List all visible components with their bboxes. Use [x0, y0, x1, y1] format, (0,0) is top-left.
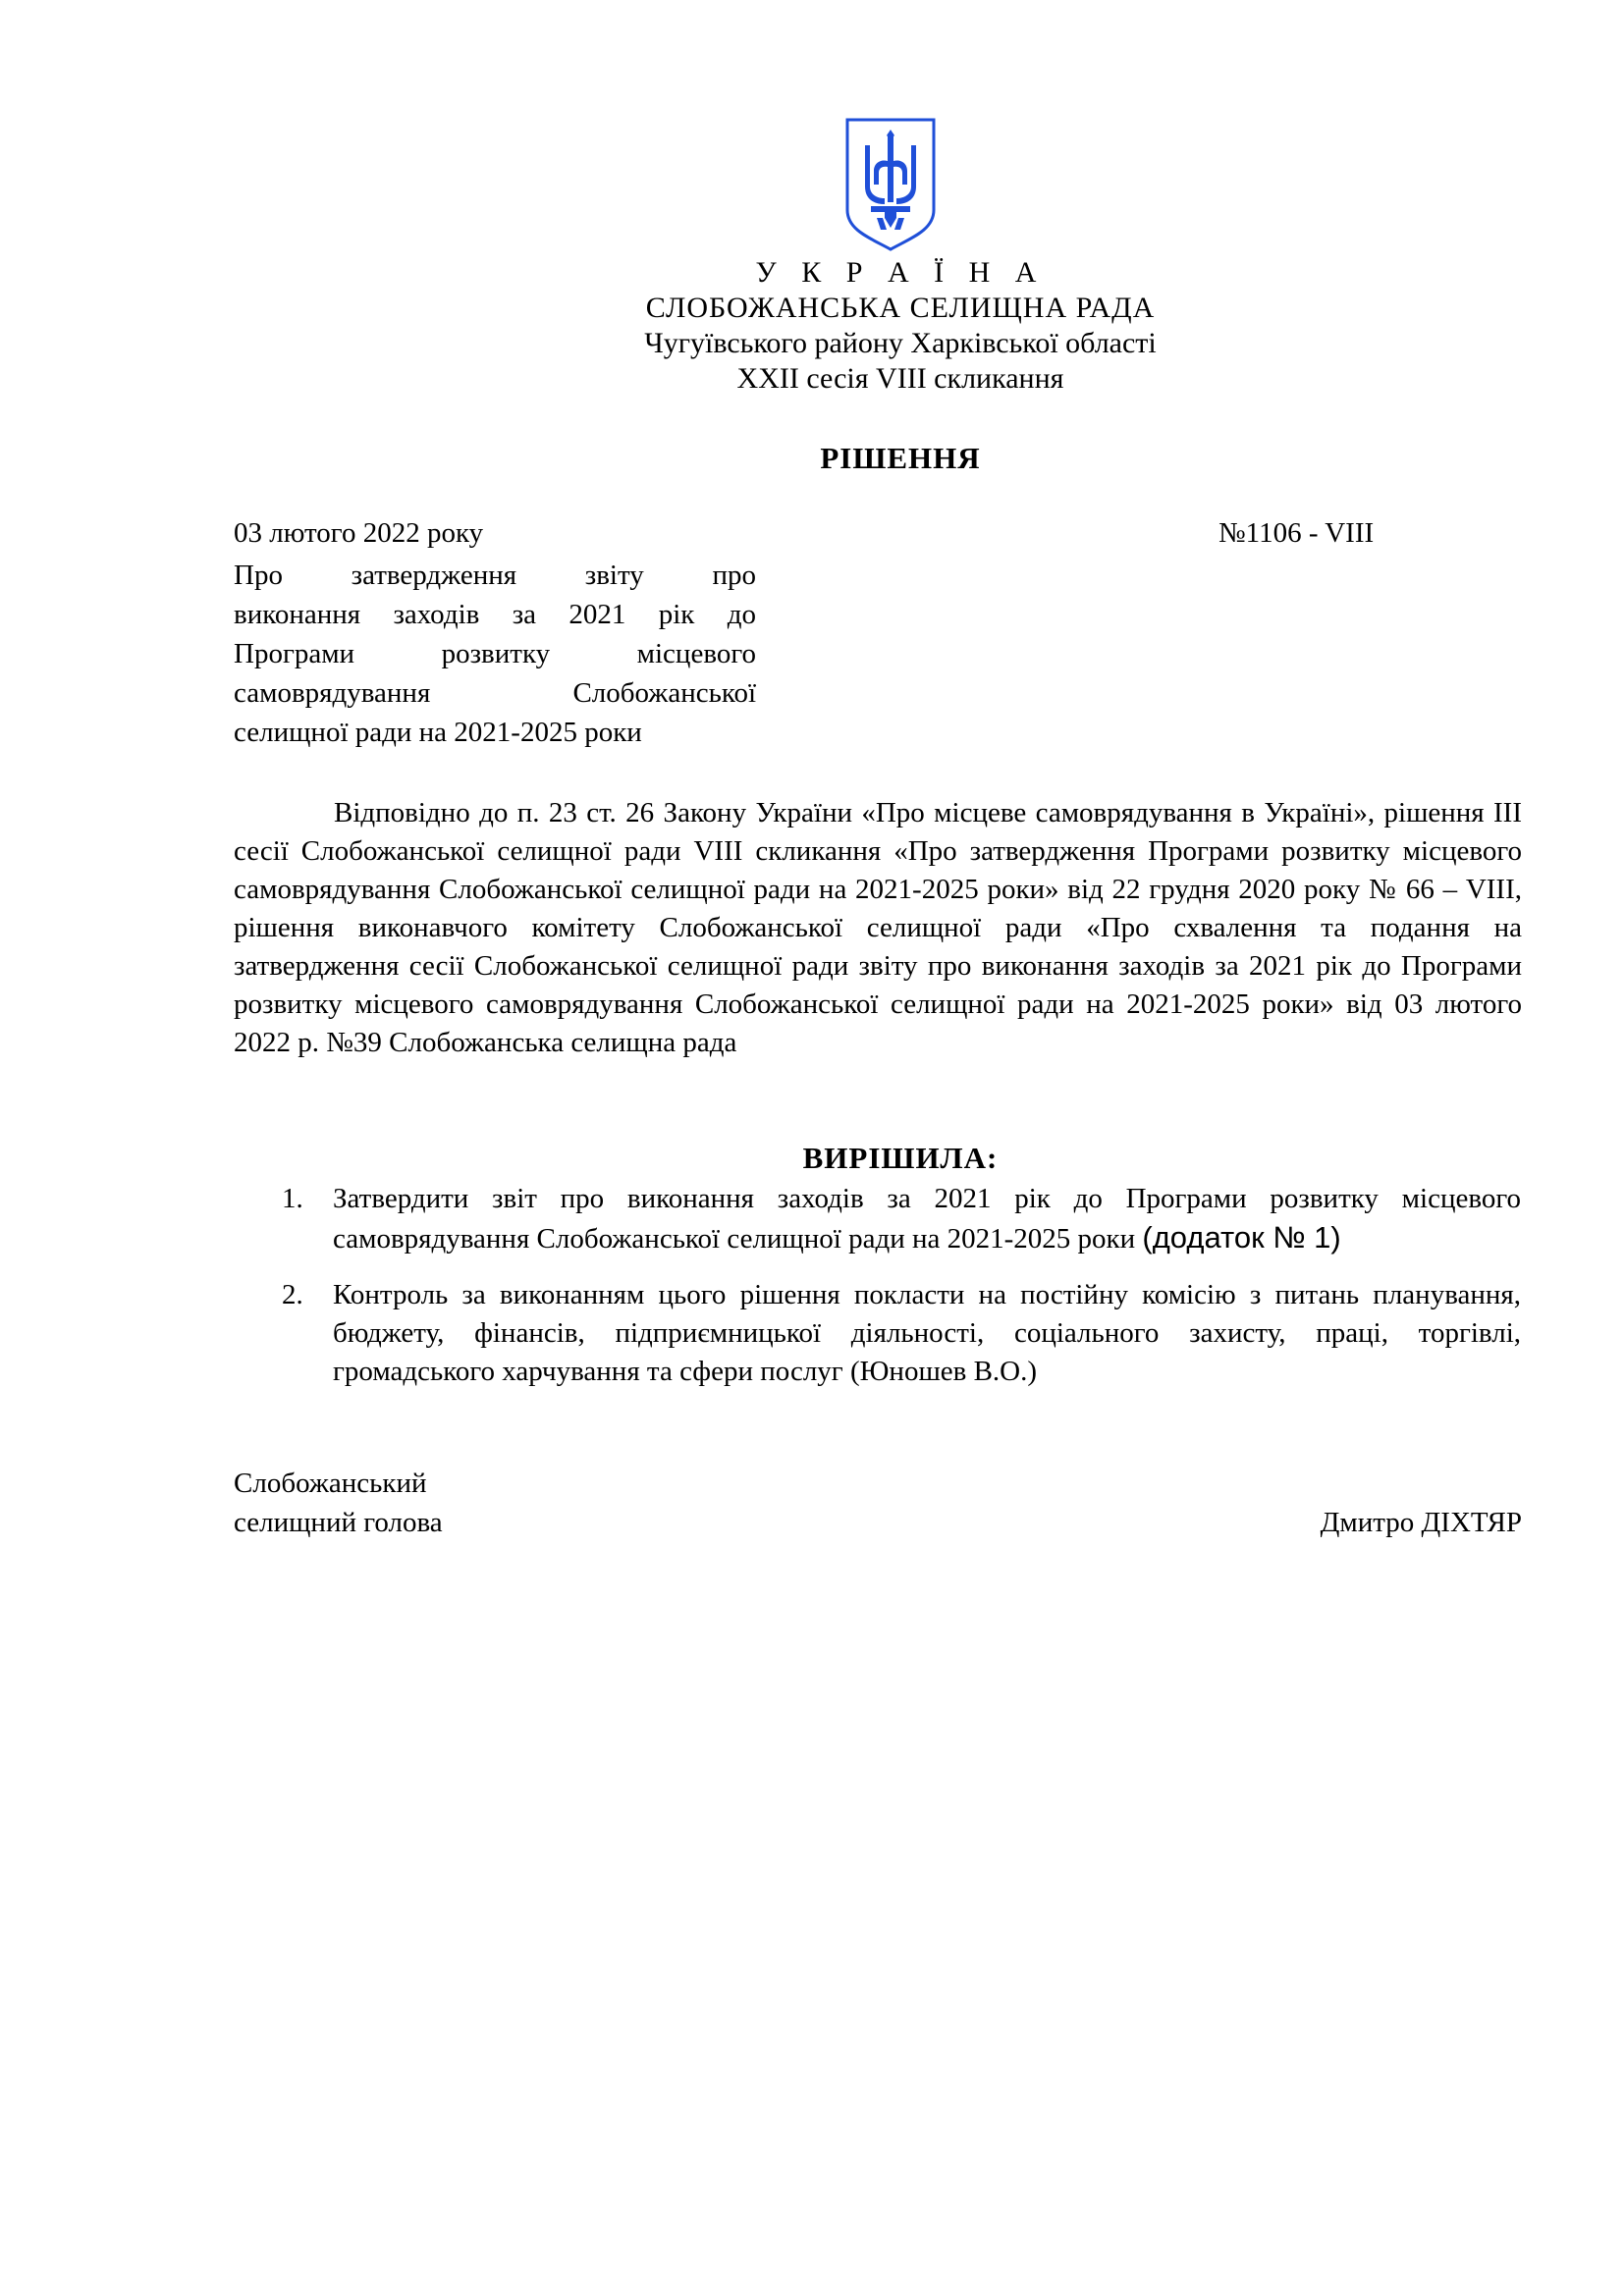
session-info: XXII сесія VIII скликання — [736, 362, 1064, 395]
subject-line: самоврядування Слобожанської — [234, 677, 756, 709]
decision-item — [282, 1276, 1521, 1391]
signatory-position-line: Слобожанський — [234, 1468, 427, 1499]
subject-line: виконання заходів за 2021 рік до — [234, 599, 756, 630]
decided-heading: ВИРІШИЛА: — [802, 1141, 999, 1175]
attachment-reference: (додаток № 1) — [1142, 1220, 1341, 1255]
signatory-name: Дмитро ДІХТЯР — [1320, 1507, 1522, 1538]
subject-line: селищної ради на 2021-2025 роки — [234, 717, 642, 748]
decision-item — [282, 1180, 1521, 1258]
item-number: 1. — [282, 1183, 303, 1214]
preamble-paragraph: Відповідно до п. 23 ст. 26 Закону України «Про місцеве самоврядування в Україні», рішення ІІІ сесії Слобожанської селищної ради VIII скликання «Про затвердження Програми розвитку місцевого самоврядування Слобожанської селищної ради на 2021-2025 роки» від 22 грудня 2020 року № 66 – VIII, рішення виконавчого комітету Слобожанської селищної ради «Про схвалення та подання на затвердження сесії Слобожанської селищної ради звіту про виконання заходів за 2021 рік до Програми розвитку місцевого самоврядування Слобожанської селищної ради на 2021-2025 роки» від 03 лютого 2022 р. №39 Слобожанська селищна рада — [234, 797, 1522, 1058]
decision-items-list — [282, 1180, 1521, 1409]
item-text: Затвердити звіт про виконання заходів за 2021 рік до Програми розвитку місцевого самоврядування Слобожанської селищної ради на 2021-2025 роки — [333, 1183, 1521, 1255]
coat-of-arms-of-ukraine-icon — [841, 116, 940, 251]
signatory-position — [234, 1464, 443, 1542]
signatory-position-line: селищний голова — [234, 1507, 443, 1538]
item-number: 2. — [282, 1279, 303, 1310]
document-title: РІШЕННЯ — [820, 441, 981, 475]
subject-line: Про затвердження звіту про — [234, 560, 756, 591]
subject-line: Програми розвитку місцевого — [234, 638, 756, 669]
decision-number: №1106 - VIII — [1218, 517, 1375, 549]
item-text: Контроль за виконанням цього рішення покласти на постійну комісію з питань планування, бюджету, фінансів, підприємницької діяльності, соціального захисту, праці, торгівлі, громадського харчування та сфери послуг (Юношев В.О.) — [333, 1279, 1521, 1387]
decision-subject — [234, 556, 756, 752]
country-name: У К Р А Ї Н А — [755, 256, 1046, 289]
decision-date: 03 лютого 2022 року — [234, 517, 484, 549]
district-name: Чугуївського району Харківської області — [644, 327, 1157, 359]
council-name: СЛОБОЖАНСЬКА СЕЛИЩНА РАДА — [645, 292, 1156, 324]
